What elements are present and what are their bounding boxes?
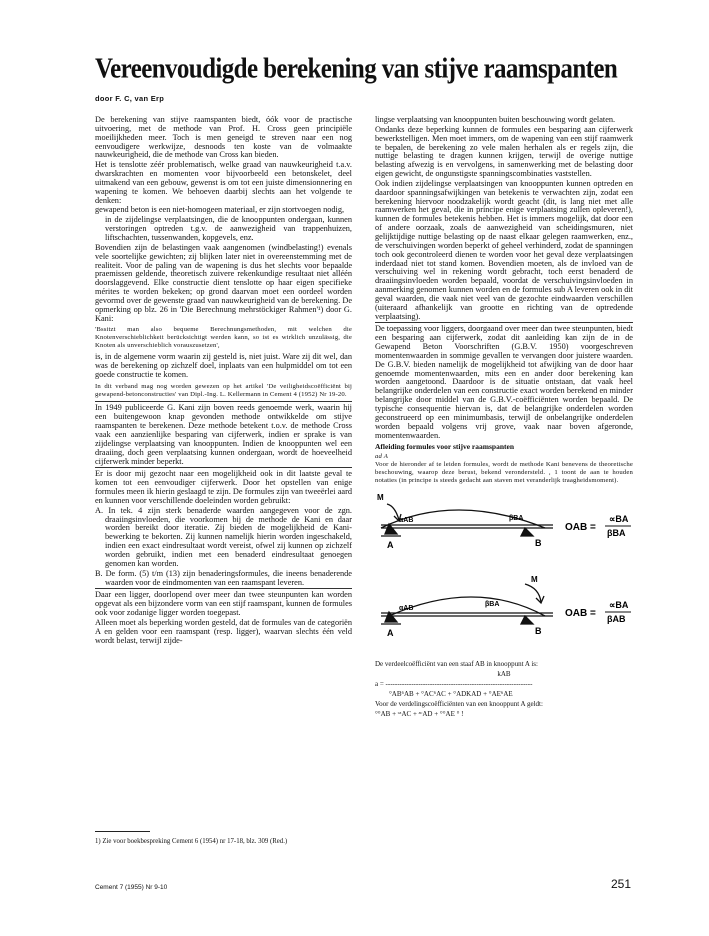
label-b: B [535, 625, 542, 636]
label-alpha-ab: αAB [399, 604, 414, 612]
indented-paragraph: in de zijdelingse verplaatsingen, die de knooppunten ondergaan, kunnen verstoringen optreden t.g.v. de aanwezigheid van trappenhuizen, liftschachten, tussenwanden, kopgevels, enz. [105, 215, 352, 242]
paragraph: In 1949 publiceerde G. Kani zijn boven reeds genoemde werk, waarin hij een buitengewoon knap gevonden methode ontwikkelde om stijve raamspanten te berekenen. Deze methode betekent t.o.v. de methode Cross vaak een aanzienlijke besparing van cijferwerk, indien er sprake is van zijdelingse verplaatsing van knooppunten. Indien de knooppunten wel een draaiing, doch geen verplaatsing kunnen ondergaan, wordt de hoeveelheid cijferwerk minder beperkt. [95, 403, 352, 466]
paragraph: De berekening van stijve raamspanten biedt, óók voor de practische uitvoering, met de methode van Prof. H. Cross geen principiële moeilijkheden meer. Toch is men geneigd te streven naar een nog eenvoudigere werkwijze, desnoods ten koste van de volmaakte nauwkeurigheid, die de methode van Cross kan bieden. [95, 115, 352, 160]
article-title: Vereenvoudigde berekening van stijve raamspanten [95, 54, 618, 85]
figure-beam-diagrams [375, 488, 633, 658]
label-a: A [387, 539, 394, 550]
paragraph: Daar een ligger, doorlopend over meer dan twee steunpunten kan worden opgevat als een bijzondere vorm van een stijf raamspant, kunnen de formules ook voor zodanige ligger worden toegepast. [95, 590, 352, 618]
article-author: door F. C, van Erp [95, 94, 165, 103]
paragraph: De toepassing voor liggers, doorgaand over meer dan twee steunpunten, biedt een besparing aan cijferwerk, zodat dit aanleiding kan zijn de in de Gewapend Beton Voorschriften (G.B.V. 1950) voorgeschreven momentenwaarden in sommige gevallen te vervangen door juistere waarden. De G.B.V. bieden namelijk de mogelijkheid tot afwijking van de door haar genoemde momentenwaarden, mits een en ander door berekening kan worden aangetoond. Daardoor is de situatie ontstaan, dat vaak heel belangrijke onderdelen van een constructie exact worden berekend en minder belangrijke door middel van de G.B.V.-coëfficiënten worden bepaald. De typische consequentie hiervan is, dat de belangrijke onderdelen worden geconstrueerd op een minimumbasis, terwijl de onbelangrijke onderdelen worden bepaald volgens vrij grove, vaak naar boven afgeronde, momentenwaarden. [375, 324, 633, 440]
paragraph: lingse verplaatsing van knooppunten buiten beschouwing wordt gelaten. [375, 115, 616, 124]
section-heading: Afleiding formules voor stijve raamspanten [375, 442, 515, 452]
paragraph: Er is door mij gezocht naar een mogelijkheid ook in dit laatste geval te komen tot een eenvoudiger cijferwerk. Door het opstellen van enige formules meen ik hierin geslaagd te zijn. De formules zijn van tweeërlei aard en kunnen voor verschillende doeleinden worden gebruikt: [95, 469, 352, 505]
paragraph: Bovendien zijn de belastingen vaak aangenomen (windbelasting!) evenals vele soortelijke gewichten; zij blijken later niet in overeenstemming met de realiteit. Voor de paling van de wapening is dus het slechts voor bepaalde praemissen geldende, theoretisch zuivere rekenkundige resultaat niet alléén doorslaggevend. Elke constructie dient tenslotte op haar eigen specifieke mérites te worden bekeken; op grond daarvan moet een oordeel worden gevormd over de gewenste graad van nauwkeurigheid van de berekening. De opmerking op blz. 26 in 'Die Berechnung mehrstöckiger Rahmen'¹) door G. Kani: [95, 242, 352, 323]
formula-numerator: kAB [497, 669, 511, 678]
eq2-num: ∝BA [609, 599, 629, 610]
eq1-num: ∝BA [609, 513, 629, 524]
label-m-top: M [377, 492, 384, 502]
eq2-den: βAB [607, 613, 626, 624]
page-number: 251 [611, 877, 632, 891]
eq1-lhs: OAB = [565, 521, 596, 533]
paragraph: Het is tenslotte zéér problematisch, welke graad van nauwkeurigheid t.a.v. dwarskrachten en momenten voor bijvoorbeeld een betonskelet, deel uitmakend van een gebouw, gewenst is om tot een juiste dimensionnering en wapening te komen. We behoeven daarbij slechts aan het volgende te denken: [95, 160, 352, 205]
paragraph: Ook indien zijdelingse verplaatsingen van knooppunten kunnen optreden en daardoor spanningsafwijkingen van betekenis te verwachten zijn, zodat een berekening hiervoor noodzakelijk wordt geacht (dit, is lang niet met alle raamwerken het geval, die in principe enige verplaatsing zullen opleveren!), kunnen de formules betekenis hebben. Het is immers mogelijk, dat door een of andere oorzaak, zoals de aanwezigheid van scheidingsmuren, niet gelijktijdige nuttige belasting op de naast elkaar gelegen raamwerken, enz., de verschuivingen worden beperkt of geheel verhinderd, zodat de spanningen toch ook gecontroleerd dienen te worden voor het geval deze verplaatsingen inderdaad niet tot stand komen. Bovendien moeten, als de invloed van de verschuiving wel in rekening wordt gebracht, toch eerst benaderd de draaiingsinvloeden worden bepaald, voordat de verschuivingsinvloeden in aanmerking genomen kunnen worden en de formules sub A leveren ook in dit geval waarden, die vaak niet veel van de gezochte eindwaarden verschillen (uiteraard afhankelijk van grootte en richting van de optredende verplaatsing). [375, 178, 633, 321]
label-alpha-ab: αAB [399, 516, 414, 524]
paragraph: Alleen moet als beperking worden gesteld, dat de formules van de categoriën A en gelden voor een raamspant (resp. ligger), waarvan slechts één veld wordt belast, terwijl zijde- [95, 617, 352, 645]
eq2-lhs: OAB = [565, 607, 596, 619]
label-b: B [535, 537, 542, 548]
label-m-bottom: M [531, 574, 538, 584]
quote-german: 'Bssitzt man also bequeme Berechnungsmethoden, mit welchen die Knotenverschieblichkeit berücksichtigt werden kann, so ist es wirklich unzulässig, die Knoten als unverschieblich vorauszusetzen', [95, 326, 352, 350]
paragraph: Voor de verdelingscoëfficiënten van een knooppunt A geldt: [375, 699, 543, 708]
quote-note: In dit verband mag nog worden gewezen op het artikel 'De veiligheidscoëfficiënt bij gewapend-betonconstructies' van Dipl.-Ing. L. Kellermann in Cement 4 (1952) Nr 19-20. [95, 382, 352, 398]
paragraph: Ondanks deze beperking kunnen de formules een besparing aan cijferwerk bewerkstelligen. Men moet immers, om de wapening van een stijf raamwerk te bepalen, de berekening zo vele malen herhalen als er regels zijn, die nuttige belasting te dragen kunnen krijgen, terwijl de overige nuttige belasting afwezig is en vervolgens, in samenwerking met de belasting door eigen gewicht, de ongunstigste spanningscombinaties vaststellen. [375, 124, 633, 179]
right-column [375, 116, 633, 720]
left-column [95, 116, 352, 646]
formula-sum: °°AB + ᶜᵃAC + ᵃᶜAD + °°AE ° ! [375, 709, 464, 718]
moment-arrow [387, 504, 399, 520]
subheading: ad A [375, 453, 388, 461]
list-item-b: B. De form. (5) t/m (13) zijn benaderingsformules, die ineens benaderende waarden voor de eindmomenten van een raamspant leveren. [95, 568, 352, 587]
beam-diagram-svg [375, 488, 633, 658]
moment-arrow [525, 584, 541, 602]
journal-footer: Cement 7 (1955) Nr 9-10 [95, 884, 168, 891]
paragraph: Voor de hieronder af te leiden formules, wordt de methode Kani benevens de theoretische beschouwing, waarop deze berust, bekend verondersteld. , 1 toont de aan te houden notaties (in principe is steeds gedacht aan staven met veranderlijk traagheidsmoment). [375, 461, 633, 484]
label-a: A [387, 627, 394, 638]
support-b [521, 528, 533, 536]
footnote-divider [95, 831, 150, 832]
diagram-bottom [381, 584, 553, 624]
support-b [521, 616, 533, 624]
paragraph: is, in de algemene vorm waarin zij gesteld is, niet juist. Ware zij dit wel, dan was de berekening op zichzelf doel, inplaats van een hulpmiddel om tot een goede constructie te komen. [95, 352, 352, 379]
label-beta-ba: βBA [509, 514, 524, 522]
list-item-a: A. In tek. 4 zijn sterk benaderde waarden aangegeven voor de zgn. draaiingsinvloeden, die voorkomen bij de methode de Kani en daar worden bereikt door iteratie. Zij bieden de mogelijkheid de Kani-bewerking te bekorten. Zij kunnen namelijk hierin worden ingeschakeld, indien een exact eindresultaat wordt vereist, ofwel zij kunnen op zichzelf worden gebruikt, indien met een benaderd eindresultaat genoegen genomen kan worden. [95, 505, 352, 568]
formula-denominator: °AB⁶AB + °AC⁶AC + °ADKAD + °AE⁶AE [389, 689, 513, 698]
formula-line: a = --------------------------------------------------------------- [375, 679, 533, 688]
label-beta-ba: βBA [485, 600, 500, 608]
eq1-den: βBA [607, 527, 626, 538]
paragraph: gewapend beton is een niet-homogeen materiaal, er zijn stortvoegen nodig, [95, 205, 345, 215]
paragraph: De verdeelcoëfficiënt van een staaf AB in knooppunt A is: [375, 659, 538, 668]
footnote: 1) Zie voor boekbespreking Cement 6 (1954) nr 17-18, blz. 309 (Red.) [95, 838, 288, 845]
